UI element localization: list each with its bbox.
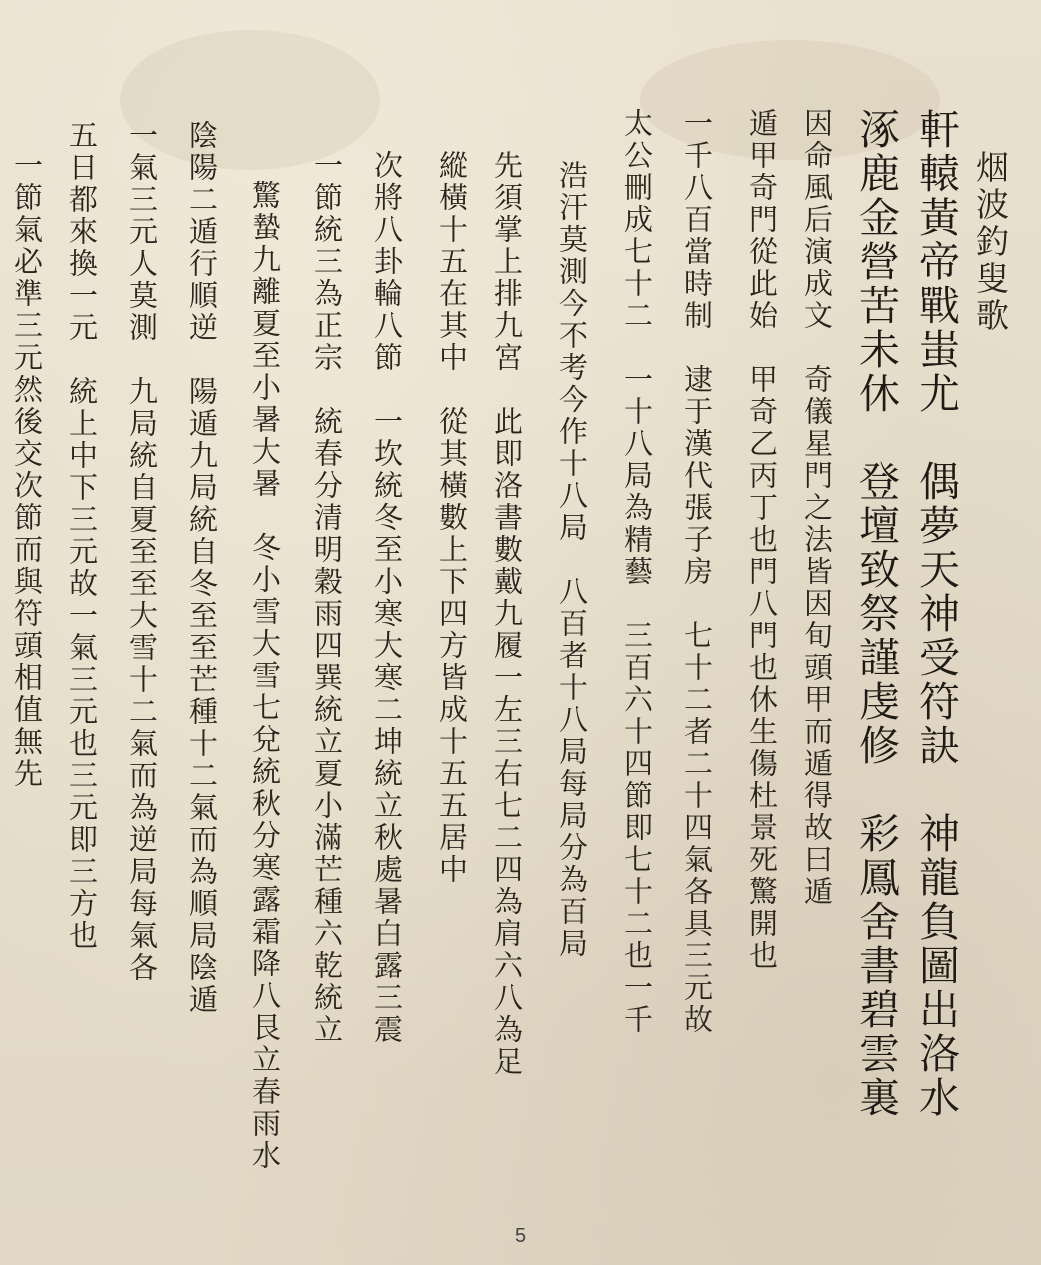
- text-column-8: 先須掌上排九宮 此即洛書數戴九履一左三右七二四為肩六八為足: [490, 150, 524, 1078]
- text-column-13: 陰陽二遁行順逆 陽遁九局統自冬至至芒種十二氣而為順局陰遁: [185, 120, 219, 1016]
- text-column-3: 因命風后演成文 奇儀星門之法皆因旬頭甲而遁得故曰遁: [800, 108, 834, 908]
- text-column-5: 一千八百當時制 逮于漢代張子房 七十二者二十四氣各具三元故: [680, 108, 714, 1036]
- text-column-14: 一氣三元人莫測 九局統自夏至至大雪十二氣而為逆局每氣各: [125, 120, 159, 984]
- text-column-10: 次將八卦輪八節 一坎統冬至小寒大寒二坤統立秋處暑白露三震: [370, 150, 404, 1046]
- page-number: 5: [514, 1225, 527, 1247]
- paper-stain: [120, 30, 380, 170]
- text-column-15: 五日都來換一元 統上中下三元故一氣三元也三元即三方也: [65, 120, 99, 952]
- text-column-1: 軒轅黃帝戰蚩尤 偶夢天神受符訣 神龍負圖出洛水: [912, 108, 960, 1120]
- text-column-6: 太公刪成七十二 一十八局為精藝 三百六十四節即七十二也一千: [620, 108, 654, 1036]
- text-column-16: 一節氣必準三元然後交次節而與符頭相值無先: [10, 150, 44, 790]
- page-title: 烟波釣叟歌: [971, 150, 1010, 335]
- text-column-7: 浩汗莫測今不考今作十八局 八百者十八局每局分為百局: [555, 160, 589, 960]
- text-column-11: 一節統三為正宗 統春分清明穀雨四巽統立夏小滿芒種六乾統立: [310, 150, 344, 1046]
- text-column-12: 驚蟄九離夏至小暑大暑 冬小雪大雪七兌統秋分寒露霜降八艮立春雨水: [248, 180, 282, 1172]
- text-column-4: 遁甲奇門從此始 甲奇乙丙丁也門八門也休生傷杜景死驚開也: [745, 108, 779, 972]
- text-column-9: 縱橫十五在其中 從其橫數上下四方皆成十五五居中: [435, 150, 469, 886]
- text-column-2: 涿鹿金營苦未休 登壇致祭謹虔修 彩鳳舍書碧雲裏: [852, 108, 900, 1120]
